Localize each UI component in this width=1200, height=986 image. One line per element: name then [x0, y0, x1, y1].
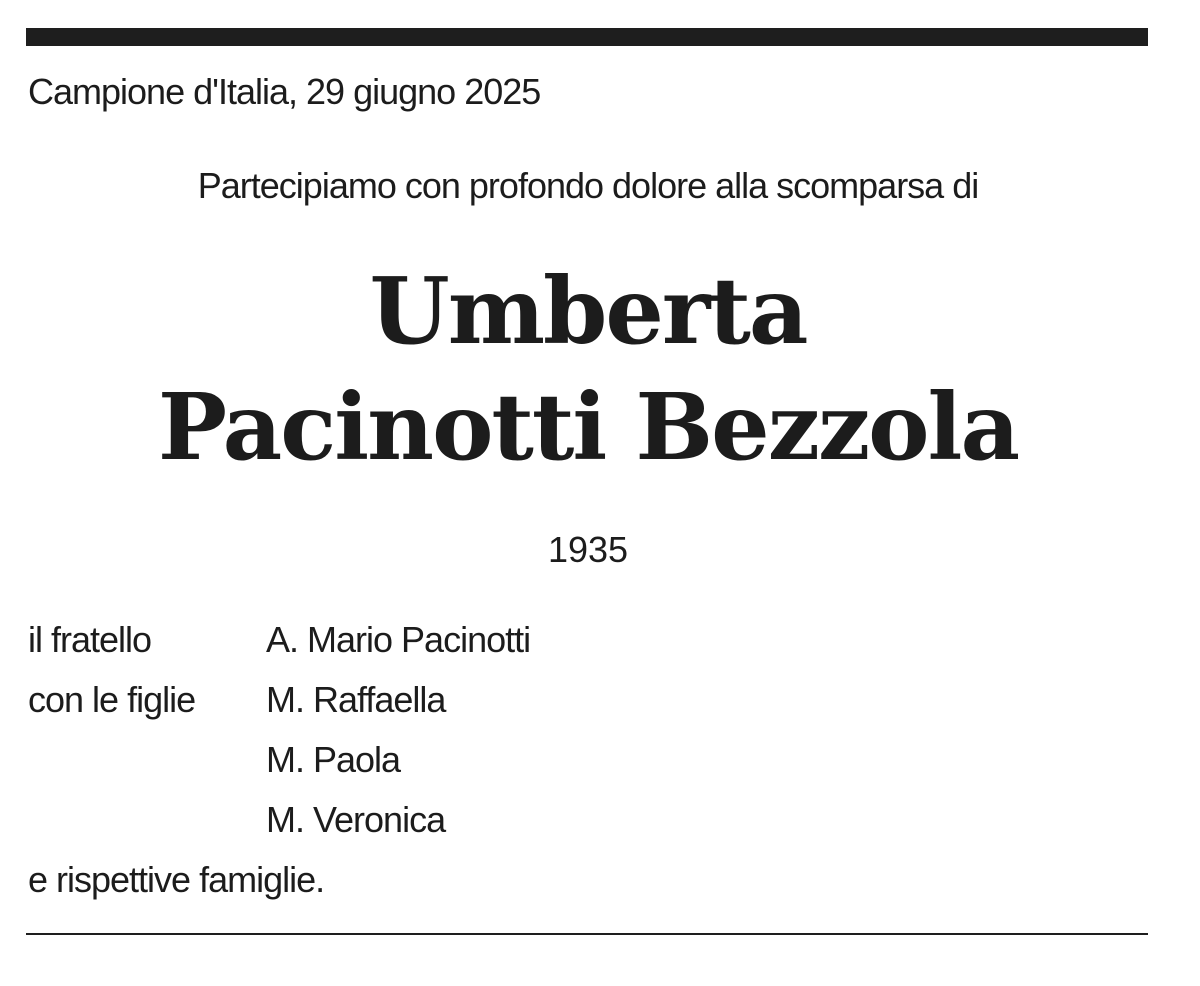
- daughters-label: con le figlie: [28, 679, 196, 720]
- deceased-surname: Pacinotti Bezzola: [157, 373, 1019, 481]
- top-divider: [26, 28, 1148, 46]
- birth-year: 1935: [547, 529, 629, 570]
- deceased-first-name: Umberta: [369, 257, 807, 365]
- brother-name: A. Mario Pacinotti: [266, 619, 531, 660]
- closing-text: e rispettive famiglie.: [28, 859, 325, 900]
- daughter-name: M. Raffaella: [266, 679, 446, 720]
- bottom-divider: [26, 933, 1148, 935]
- place-date: Campione d'Italia, 29 giugno 2025: [28, 71, 541, 112]
- daughter-name: M. Paola: [266, 739, 401, 780]
- daughter-name: M. Veronica: [266, 799, 446, 840]
- intro-text: Partecipiamo con profondo dolore alla scomparsa di: [197, 165, 979, 206]
- brother-label: il fratello: [28, 619, 152, 660]
